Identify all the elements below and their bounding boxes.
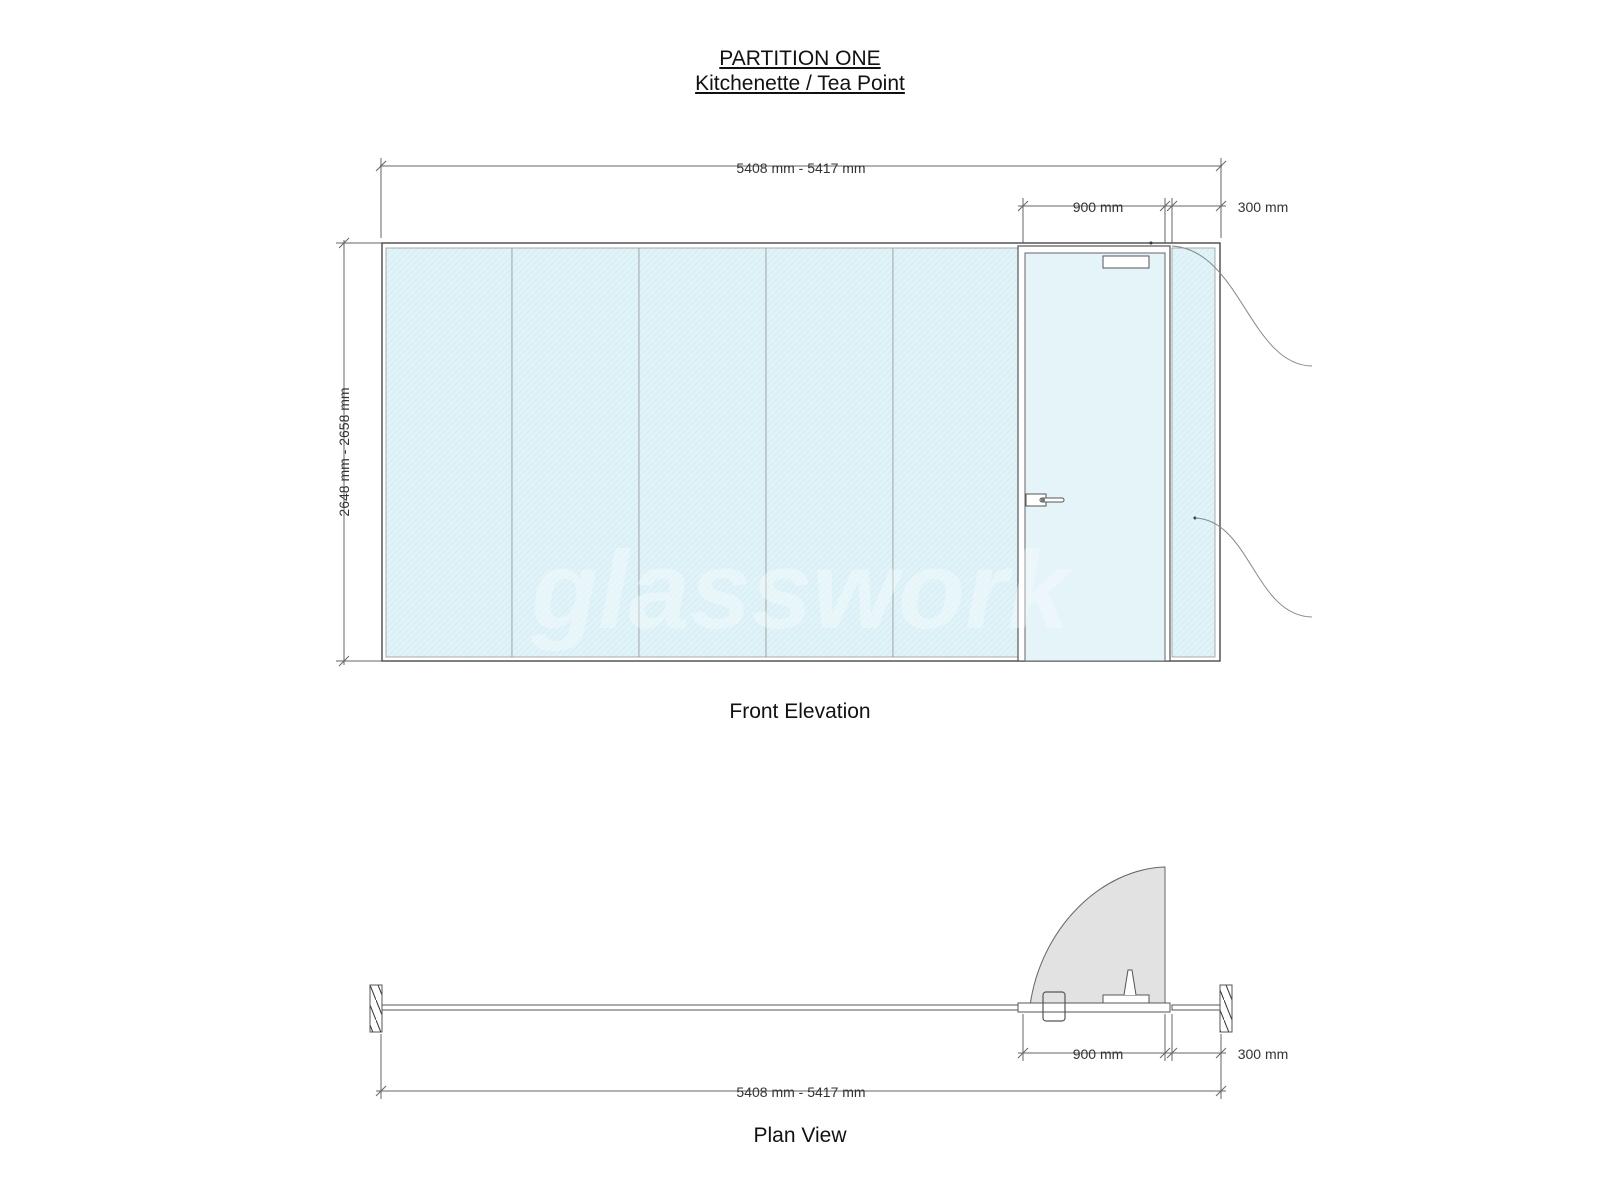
plan-side-panel-dimension: [1165, 1014, 1226, 1061]
plan-side-panel: [1172, 1005, 1220, 1010]
plan-door-closer: [1103, 995, 1149, 1003]
front-elevation: [336, 158, 1312, 666]
watermark: glasswork: [530, 529, 1070, 652]
top-pivot-point: [1150, 242, 1153, 245]
plan-side-panel-width-label: 300 mm: [1237, 1046, 1289, 1062]
plan-view-caption: Plan View: [753, 1124, 847, 1147]
overall-width-label: 5408 mm - 5417 mm: [736, 160, 866, 176]
door-swing-arc: [1030, 867, 1165, 1006]
front-elevation-caption: Front Elevation: [729, 700, 871, 723]
plan-glass-line: [382, 1005, 1020, 1010]
drawing-title: PARTITION ONE: [719, 47, 881, 70]
height-label: 2648 mm - 2658 mm: [336, 387, 352, 517]
door-width-label: 900 mm: [1072, 199, 1124, 215]
plan-view: [370, 867, 1288, 1100]
plan-overall-width-label: 5408 mm - 5417 mm: [736, 1084, 866, 1100]
door-closer: [1103, 256, 1149, 268]
plan-door-frame: [1018, 1003, 1170, 1012]
side-panel-width-label: 300 mm: [1237, 199, 1289, 215]
right-wall-end: [1220, 985, 1232, 1032]
left-wall-end: [370, 985, 382, 1032]
drawing-subtitle: Kitchenette / Tea Point: [695, 72, 905, 95]
glass-panel-1: [386, 248, 512, 657]
side-glass-panel: [1172, 248, 1215, 657]
plan-door-width-label: 900 mm: [1072, 1046, 1124, 1062]
side-panel-dimension: [1165, 198, 1226, 246]
